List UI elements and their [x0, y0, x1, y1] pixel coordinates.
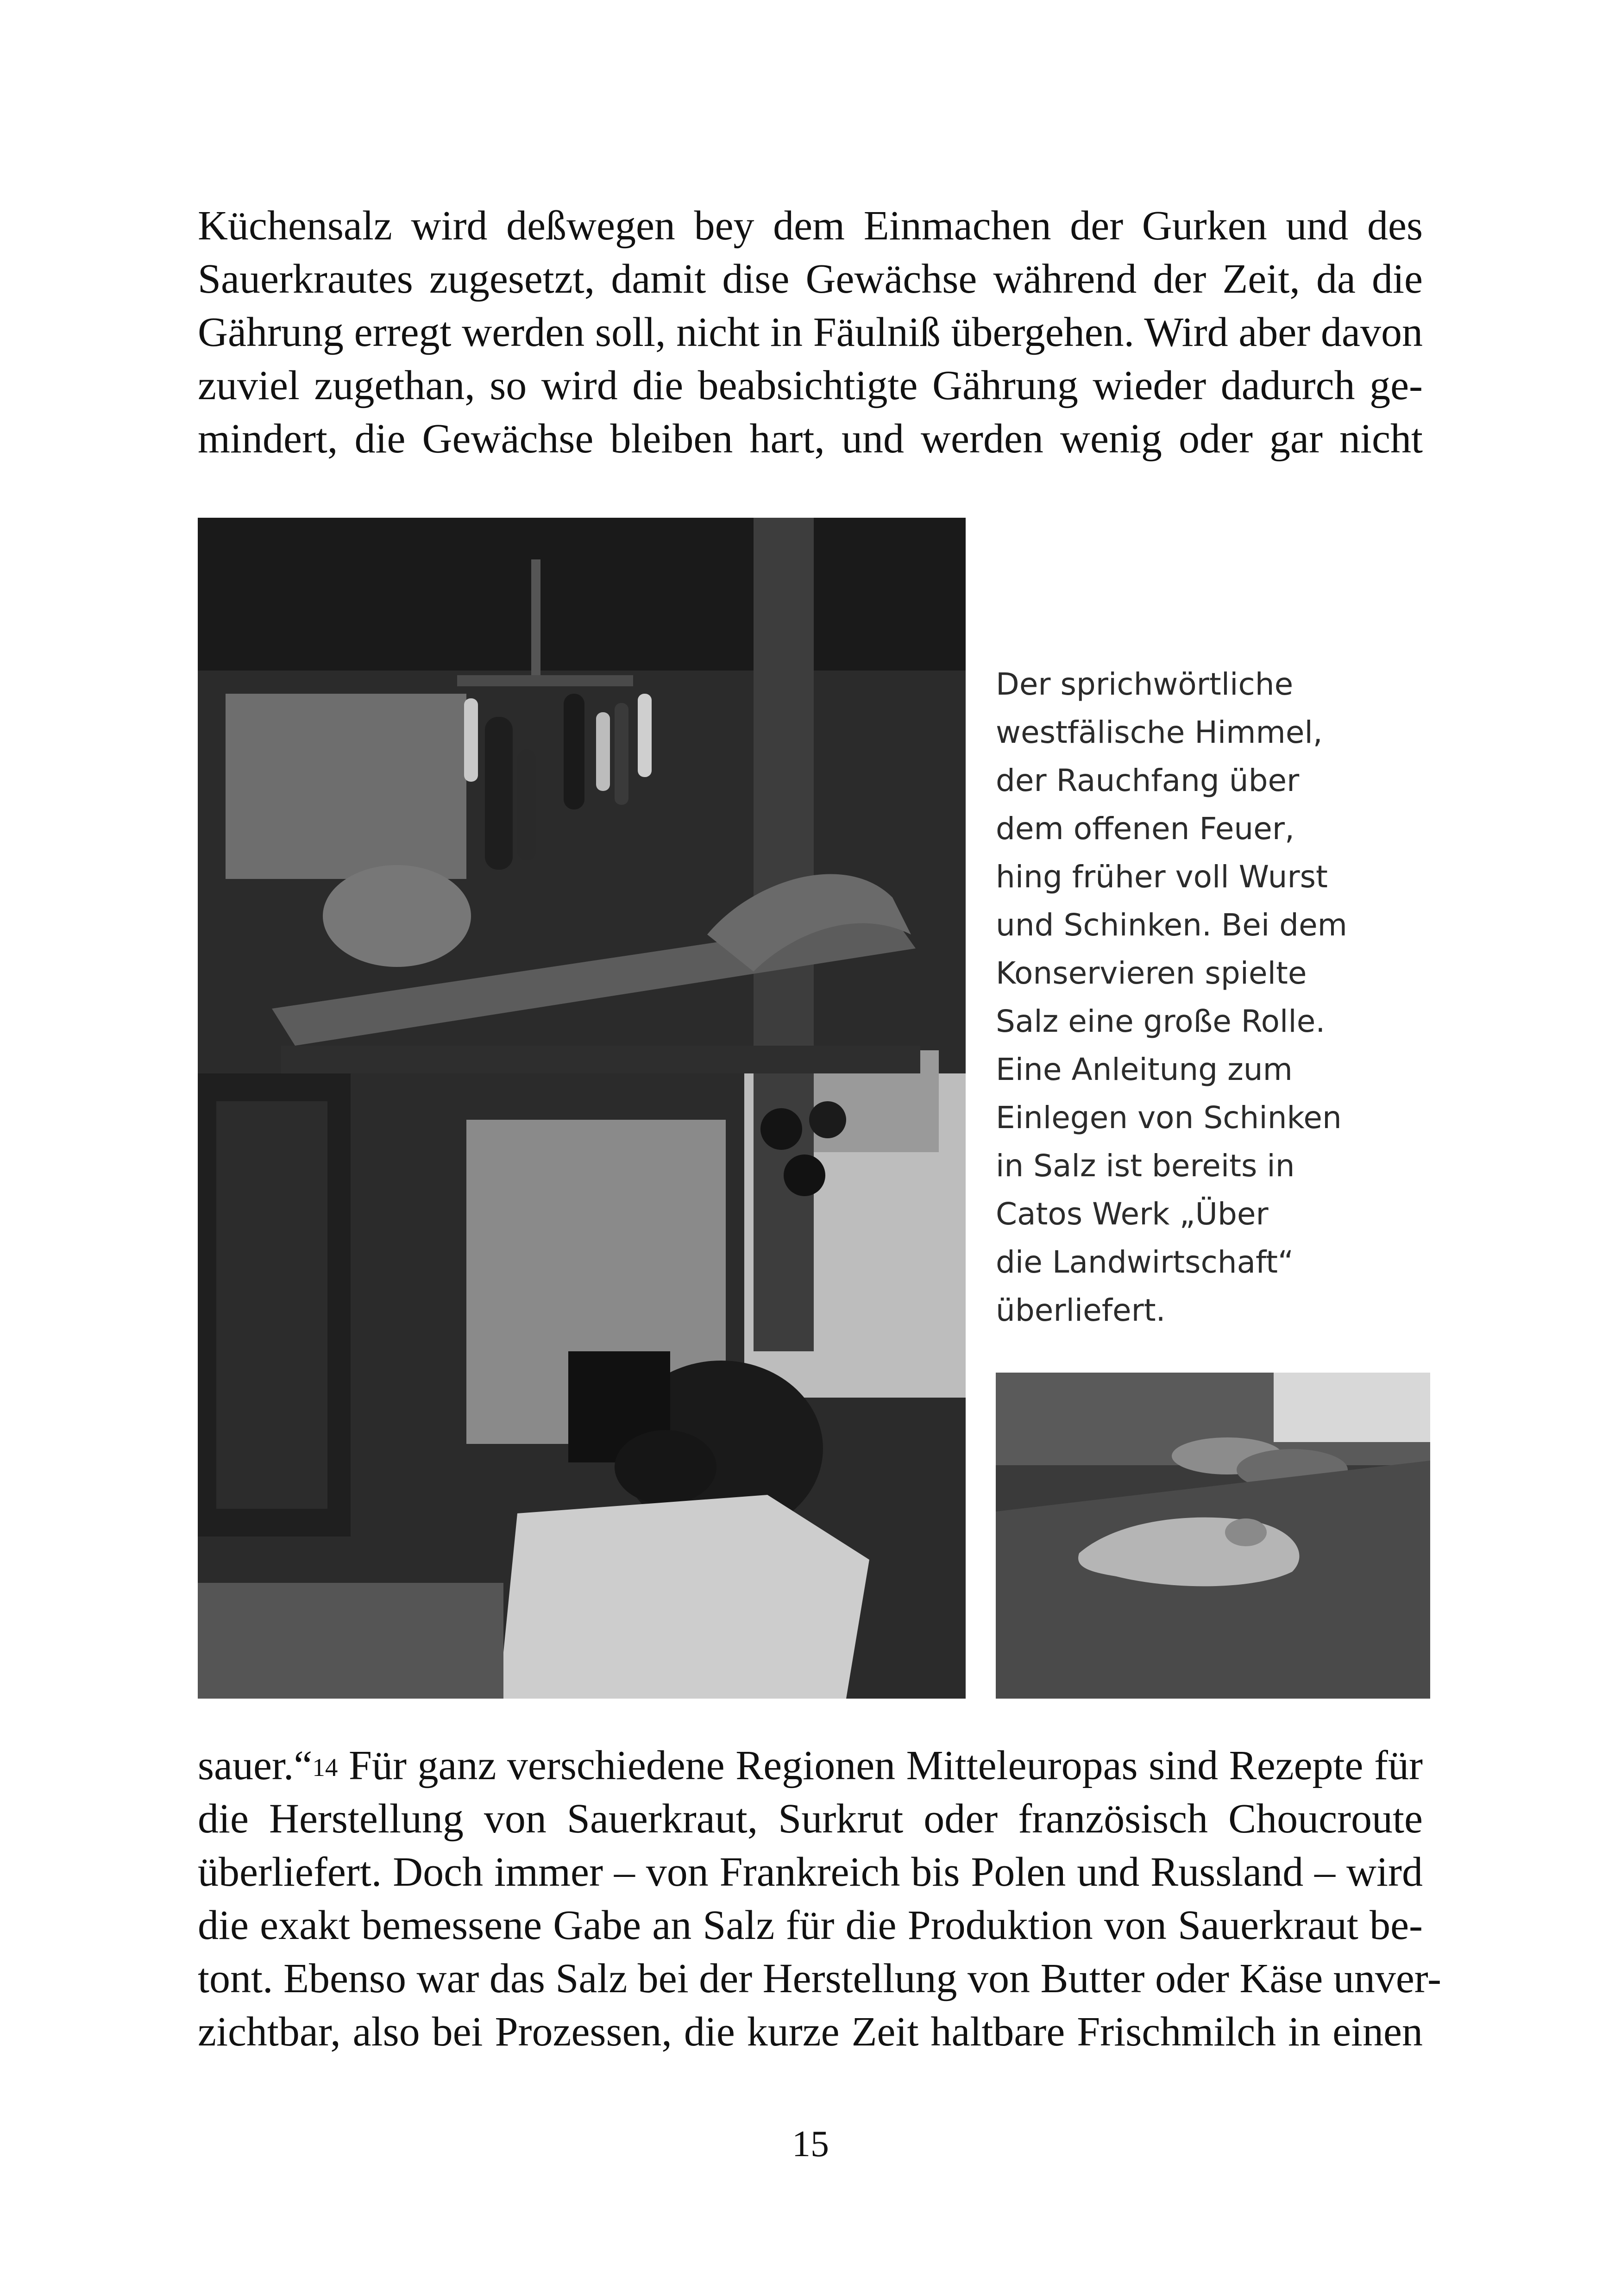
- ham-photo: [996, 1373, 1430, 1699]
- text-line: Gährung erregt werden soll, nicht in Fäulniß übergehen. Wird aber davon: [198, 309, 1423, 355]
- caption-line: westfälische Himmel,: [996, 715, 1323, 750]
- caption-line: die Landwirtschaft“: [996, 1244, 1294, 1280]
- caption-line: dem offenen Feuer,: [996, 811, 1294, 847]
- text-line: zuviel zugethan, so wird die beabsichtigte Gährung wieder dadurch ge-: [198, 363, 1423, 408]
- caption-line: Konservieren spielte: [996, 955, 1307, 991]
- caption-line: Catos Werk „Über: [996, 1196, 1269, 1232]
- caption-line: Salz eine große Rolle.: [996, 1004, 1326, 1039]
- top-paragraph: [198, 199, 1423, 465]
- caption-line: Einlegen von Schinken: [996, 1100, 1342, 1135]
- text-line: überliefert. Doch immer – von Frankreich bis Polen und Russland – wird: [198, 1849, 1423, 1895]
- text-line: [198, 1739, 1423, 1792]
- caption-line: der Rauchfang über: [996, 763, 1300, 798]
- text-line: mindert, die Gewächse bleiben hart, und werden wenig oder gar nicht: [198, 416, 1423, 462]
- bottom-paragraph: [198, 1739, 1441, 2058]
- text-line-rest: Für ganz verschiedene Regionen Mitteleuropas sind Rezepte für: [338, 1743, 1423, 1788]
- footnote-ref[interactable]: 14: [312, 1753, 338, 1782]
- text-line: die Herstellung von Sauerkraut, Surkrut oder französisch Choucroute: [198, 1796, 1423, 1842]
- text-line: die exakt bemessene Gabe an Salz für die Produktion von Sauerkraut be-: [198, 1902, 1423, 1948]
- caption-line: und Schinken. Bei dem: [996, 907, 1347, 943]
- text-line: tont. Ebenso war das Salz bei der Herstellung von Butter oder Käse unver-: [198, 1956, 1441, 2001]
- caption-line: Eine Anleitung zum: [996, 1052, 1293, 1087]
- text-line-start: sauer.“: [198, 1743, 313, 1788]
- text-line: Sauerkrautes zugesetzt, damit dise Gewächse während der Zeit, da die: [198, 256, 1423, 302]
- text-line: zichtbar, also bei Prozessen, die kurze Zeit haltbare Frischmilch in einen: [198, 2009, 1423, 2055]
- caption-line: hing früher voll Wurst: [996, 859, 1328, 895]
- text-line: Küchensalz wird deßwegen bey dem Einmachen der Gurken und des: [198, 203, 1423, 249]
- caption-line: überliefert.: [996, 1292, 1166, 1328]
- caption-line: in Salz ist bereits in: [996, 1148, 1295, 1184]
- photo-caption: [996, 660, 1403, 1335]
- page-number: 15: [792, 2124, 829, 2164]
- hearth-photo: [198, 518, 966, 1699]
- caption-line: Der sprichwörtliche: [996, 666, 1294, 702]
